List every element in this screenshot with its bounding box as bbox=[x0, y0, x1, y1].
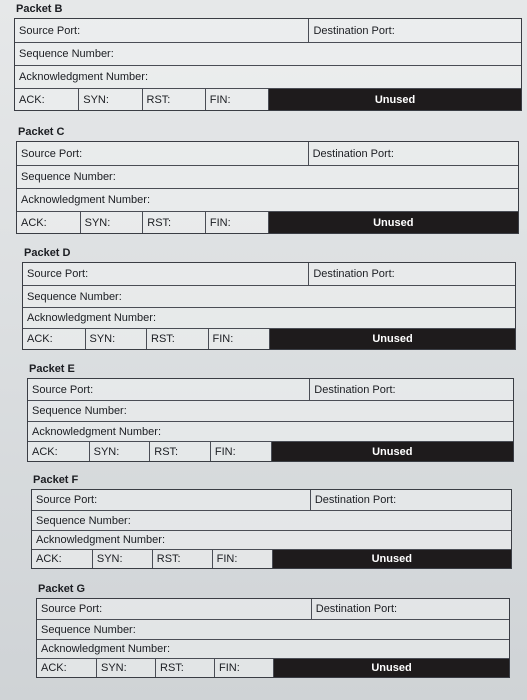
ack-flag-field: ACK: bbox=[36, 553, 62, 565]
source-port-field: Source Port: bbox=[36, 494, 98, 506]
source-port-field: Source Port: bbox=[27, 268, 89, 280]
packet-d bbox=[22, 246, 516, 350]
unused-field: Unused bbox=[268, 89, 521, 110]
unused-field: Unused bbox=[271, 442, 514, 461]
fin-flag-field: FIN: bbox=[205, 89, 268, 110]
sequence-number-field: Sequence Number: bbox=[27, 290, 122, 303]
acknowledgment-number-field: Acknowledgment Number: bbox=[32, 425, 162, 438]
fin-flag-field: FIN: bbox=[205, 212, 268, 233]
acknowledgment-number-field: Acknowledgment Number: bbox=[41, 643, 171, 655]
rst-flag-field: RST: bbox=[142, 89, 205, 110]
destination-port-field: Destination Port: bbox=[311, 599, 509, 619]
syn-flag-field: SYN: bbox=[80, 212, 143, 233]
source-port-field: Source Port: bbox=[21, 147, 83, 160]
tcp-header-table bbox=[14, 18, 522, 111]
acknowledgment-number-field: Acknowledgment Number: bbox=[21, 194, 151, 206]
syn-flag-field: SYN: bbox=[85, 329, 147, 349]
unused-field: Unused bbox=[268, 212, 519, 233]
packet-b bbox=[14, 2, 522, 111]
packet-title: Packet C bbox=[18, 126, 65, 138]
acknowledgment-number-field: Acknowledgment Number: bbox=[36, 534, 166, 546]
unused-field: Unused bbox=[269, 329, 515, 349]
syn-flag-field: SYN: bbox=[96, 659, 155, 677]
ack-flag-field: ACK: bbox=[27, 333, 53, 345]
packet-e bbox=[27, 362, 514, 462]
sequence-number-field: Sequence Number: bbox=[36, 514, 131, 527]
sequence-number-field: Sequence Number: bbox=[32, 405, 127, 417]
destination-port-field: Destination Port: bbox=[308, 19, 521, 42]
fin-flag-field: FIN: bbox=[214, 659, 273, 677]
acknowledgment-number-field: Acknowledgment Number: bbox=[19, 71, 149, 83]
packet-title: Packet G bbox=[38, 583, 86, 595]
syn-flag-field: SYN: bbox=[78, 89, 141, 110]
rst-flag-field: RST: bbox=[149, 442, 210, 461]
destination-port-field: Destination Port: bbox=[308, 263, 515, 285]
syn-flag-field: SYN: bbox=[89, 442, 150, 461]
source-port-field: Source Port: bbox=[19, 24, 81, 37]
tcp-header-table bbox=[16, 141, 519, 234]
packet-title: Packet B bbox=[16, 3, 63, 15]
destination-port-field: Destination Port: bbox=[308, 142, 518, 165]
packet-f bbox=[31, 473, 512, 569]
unused-field: Unused bbox=[272, 550, 512, 568]
ack-flag-field: ACK: bbox=[32, 445, 58, 458]
rst-flag-field: RST: bbox=[155, 659, 214, 677]
packet-title: Packet E bbox=[29, 363, 75, 375]
rst-flag-field: RST: bbox=[152, 550, 212, 568]
sequence-number-field: Sequence Number: bbox=[19, 48, 114, 60]
ack-flag-field: ACK: bbox=[19, 93, 45, 106]
tcp-header-table bbox=[22, 262, 516, 350]
destination-port-field: Destination Port: bbox=[310, 490, 511, 510]
destination-port-field: Destination Port: bbox=[309, 379, 513, 400]
packet-title: Packet F bbox=[33, 474, 79, 486]
tcp-header-table bbox=[27, 378, 514, 462]
rst-flag-field: RST: bbox=[142, 212, 205, 233]
sequence-number-field: Sequence Number: bbox=[41, 623, 136, 636]
tcp-header-table bbox=[31, 489, 512, 569]
packet-title: Packet D bbox=[24, 247, 71, 259]
tcp-header-table bbox=[36, 598, 510, 678]
unused-field: Unused bbox=[273, 659, 509, 677]
source-port-field: Source Port: bbox=[41, 603, 103, 615]
rst-flag-field: RST: bbox=[146, 329, 208, 349]
packet-c bbox=[16, 125, 519, 234]
acknowledgment-number-field: Acknowledgment Number: bbox=[27, 312, 157, 324]
fin-flag-field: FIN: bbox=[212, 550, 272, 568]
ack-flag-field: ACK: bbox=[21, 216, 47, 229]
source-port-field: Source Port: bbox=[32, 383, 94, 396]
fin-flag-field: FIN: bbox=[210, 442, 271, 461]
fin-flag-field: FIN: bbox=[208, 329, 270, 349]
packet-g bbox=[36, 582, 510, 678]
sequence-number-field: Sequence Number: bbox=[21, 171, 116, 183]
syn-flag-field: SYN: bbox=[92, 550, 152, 568]
ack-flag-field: ACK: bbox=[41, 662, 67, 674]
